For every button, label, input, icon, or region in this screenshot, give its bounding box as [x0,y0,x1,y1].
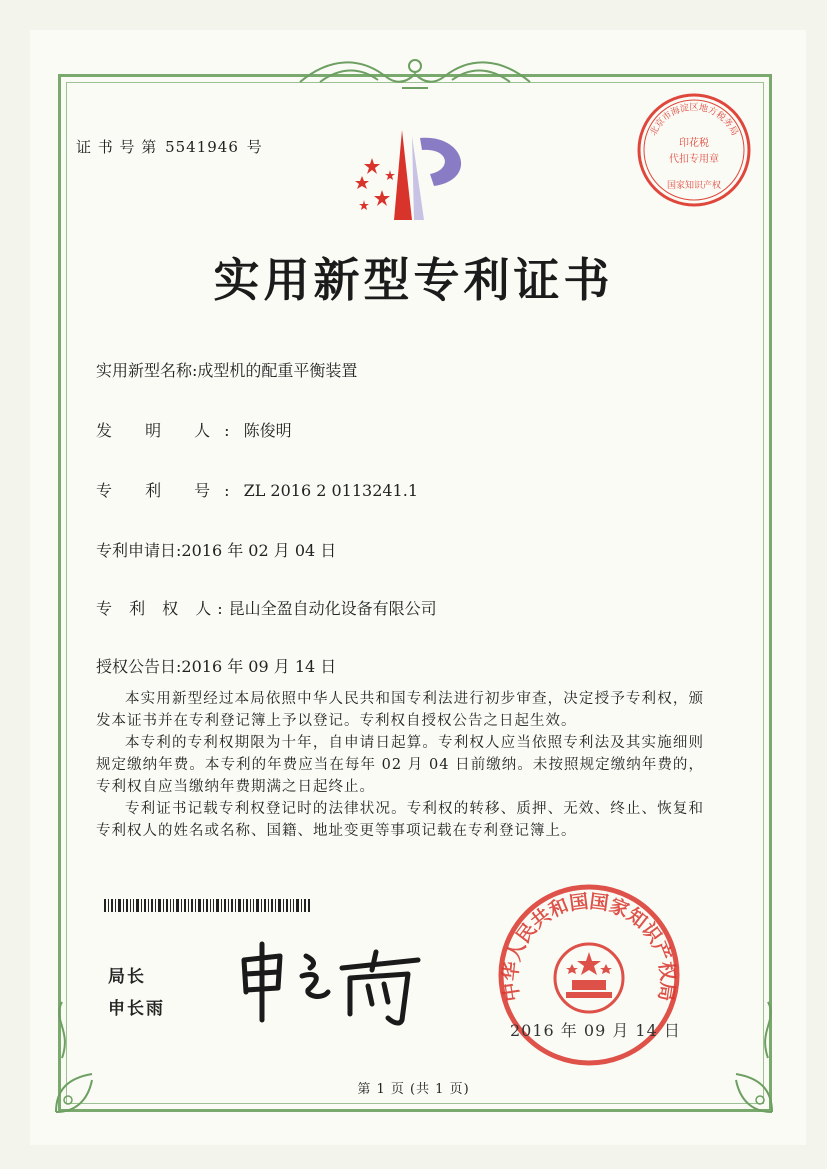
certificate-number [76,136,263,157]
director-name: 申长雨 [108,999,165,1019]
svg-text:国家知识产权: 国家知识产权 [666,181,722,191]
svg-text:北京市海淀区地方税务局: 北京市海淀区地方税务局 [648,103,740,138]
official-seal [494,880,684,1070]
seal-date: 2016 年 09 月 14 日 [510,1021,681,1040]
field-inventor-value: 陈俊明 [243,421,292,440]
body-paragraph: 本专利的专利权期限为十年，自申请日起算。专利权人应当依照专利法及其实施细则规定缴纳年费。本专利的年费应当在每年 02 月 04 日前缴纳。未按照规定缴纳年费的，专利权自应当缴纳年费期满之日起终止。 [96,735,704,795]
field-grant-date-value: 2016 年 09 月 14 日 [181,657,337,676]
field-patent-number [96,478,418,501]
certificate-number-suffix: 号 [246,138,263,156]
director-title: 局长 [108,967,146,987]
field-inventor [96,418,292,441]
side-ornament-right-icon [752,1000,782,1060]
svg-text:印花税: 印花税 [679,138,709,149]
field-patentee-value: 昆山全盈自动化设备有限公司 [228,599,437,618]
field-grant-date-label: 授权公告日: [96,657,182,676]
svg-text:中华人民共和国国家知识产权局: 中华人民共和国国家知识产权局 [499,890,679,1003]
director-signature [232,930,432,1030]
barcode [104,899,310,912]
top-ornament-icon [290,52,540,96]
body-paragraph: 专利证书记载专利权登记时的法律状况。专利权的转移、质押、无效、终止、恢复和专利权人的姓名或名称、国籍、地址变更等事项记载在专利登记簿上。 [96,801,704,839]
side-ornament-left-icon [48,1000,78,1060]
field-name [96,358,357,381]
field-patent-number-value: ZL 2016 2 0113241.1 [243,481,418,500]
certificate-number-prefix: 证 书 号 第 [76,138,158,156]
field-name-value: 成型机的配重平衡装置 [197,361,358,380]
certificate-body [96,688,704,842]
field-patent-number-label: 专 利 号: [96,481,244,500]
field-application-date [96,538,336,561]
patent-office-logo-icon [350,128,480,228]
svg-text:代扣专用章: 代扣专用章 [669,154,719,165]
field-patentee-label: 专 利 权 人: [96,599,229,618]
certificate-number-value: 5541946 [165,138,239,156]
certificate-title: 实用新型专利证书 [213,253,614,307]
field-inventor-label: 发 明 人: [96,421,244,440]
body-paragraph: 本实用新型经过本局依照中华人民共和国专利法进行初步审查，决定授予专利权，颁发本证书并在专利登记簿上予以登记。专利权自授权公告之日起生效。 [96,691,704,729]
tax-stamp-seal [634,90,754,210]
page-footer: 第 1 页 (共 1 页) [357,1082,470,1097]
field-name-label: 实用新型名称: [96,361,198,380]
field-application-date-value: 2016 年 02 月 04 日 [181,541,337,560]
field-application-date-label: 专利申请日: [96,541,182,560]
field-grant-date [96,654,336,677]
field-patentee [96,596,437,619]
